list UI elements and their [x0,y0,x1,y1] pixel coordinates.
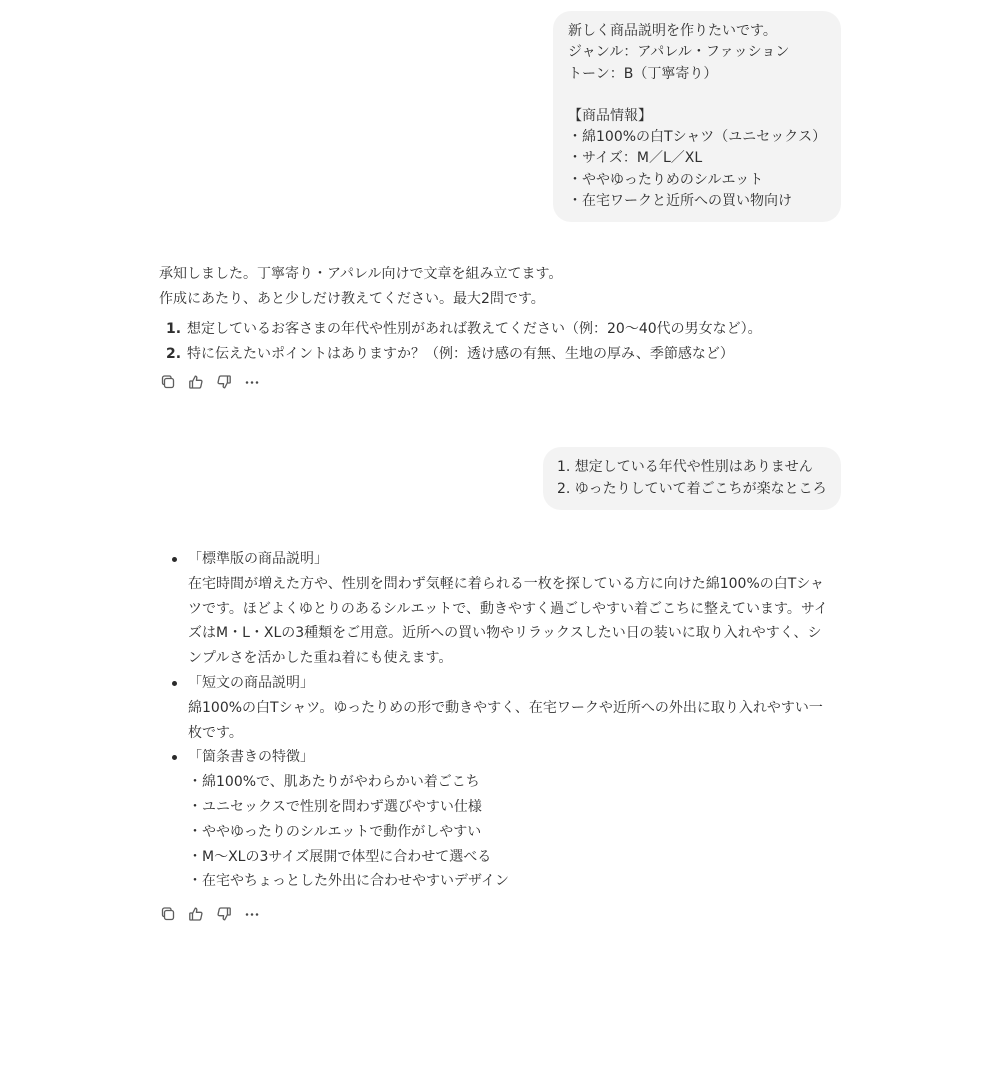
user-message-line: 新しく商品説明を作りたいです。 [568,23,777,39]
list-item [159,745,839,894]
section-line: 在宅時間が増えた方や、性別を問わず気軽に着られる一枚を探している方に向けた綿100%の白Tシャ [188,575,825,592]
copy-icon[interactable] [160,374,176,390]
copy-icon[interactable] [160,906,176,922]
user-message-line: ・在宅ワークと近所への買い物向け [568,193,792,210]
list-item [159,342,839,367]
list-item [159,671,839,745]
user-message-line: 【商品情報】 [568,107,652,124]
section-line: 綿100%の白Tシャツ。ゆったりめの形で動きやすく、在宅ワークや近所への外出に取り入れやすい一 [188,699,823,716]
section-heading: 「標準版の商品説明」 [188,551,328,567]
list-item-text: 特に伝えたいポイントはありますか？（例：透け感の有無、生地の厚み、季節感など） [187,346,734,362]
more-icon[interactable] [244,374,260,390]
user-message-line: ジャンル：アパレル・ファッション [568,44,790,61]
description-sections [159,547,839,894]
thumbs-down-icon[interactable] [216,374,232,390]
assistant-message-1 [159,262,839,367]
section-line: ・M〜XLの3サイズ展開で体型に合わせて選べる [188,848,492,865]
user-message-1 [553,11,841,222]
bullet-icon [172,557,177,562]
message-actions [160,905,260,923]
thumbs-down-icon[interactable] [216,906,232,922]
user-message-line: 2. ゆったりしていて着ごこちが楽なところ [557,481,827,497]
thumbs-up-icon[interactable] [188,906,204,922]
more-icon[interactable] [244,906,260,922]
list-number: 2. [166,346,182,362]
section-heading: 「箇条書きの特徴」 [188,749,314,766]
section-line: ・在宅やちょっとした外出に合わせやすいデザイン [188,873,510,890]
assistant-paragraph: 作成にあたり、あと少しだけ教えてください。最大2問です。 [159,291,545,307]
section-line: ツです。ほどよくゆとりのあるシルエットで、動きやすく過ごしやすい着ごこちに整えています。サイ [188,600,828,617]
section-line: ・ユニセックスで性別を問わず選びやすい仕様 [188,798,482,815]
assistant-message-2 [159,547,839,894]
user-message-line: トーン：B（丁寧寄り） [568,65,718,82]
section-line: 枚です。 [188,724,243,741]
user-message-line: ・サイズ：M／L／XL [568,150,703,167]
user-message-line: ・ややゆったりめのシルエット [568,171,764,188]
section-heading: 「短文の商品説明」 [188,674,314,691]
user-message-line: 1. 想定している年代や性別はありません [557,459,813,475]
user-message-line [568,85,831,106]
thumbs-up-icon[interactable] [188,374,204,390]
user-message-line: ・綿100%の白Tシャツ（ユニセックス） [568,129,827,146]
section-line: ズはM・L・XLの3種類をご用意。近所への買い物やリラックスしたい日の装いに取り入れやすく、シ [188,625,822,642]
section-line: ンプルさを活かした重ね着にも使えます。 [188,650,453,667]
bullet-icon [172,755,177,760]
section-line: ・ややゆったりのシルエットで動作がしやすい [188,823,482,840]
bullet-icon [172,681,177,686]
user-message-2 [543,447,841,510]
list-number: 1. [166,321,182,337]
section-line: ・綿100%で、肌あたりがやわらかい着ごこち [188,774,480,791]
assistant-paragraph: 承知しました。丁寧寄り・アパレル向けで文章を組み立てます。 [159,266,563,282]
list-item [159,547,839,671]
list-item-text: 想定しているお客さまの年代や性別があれば教えてください（例：20〜40代の男女など）。 [187,321,762,337]
list-item [159,317,839,342]
question-list [159,317,839,367]
message-actions [160,373,260,391]
